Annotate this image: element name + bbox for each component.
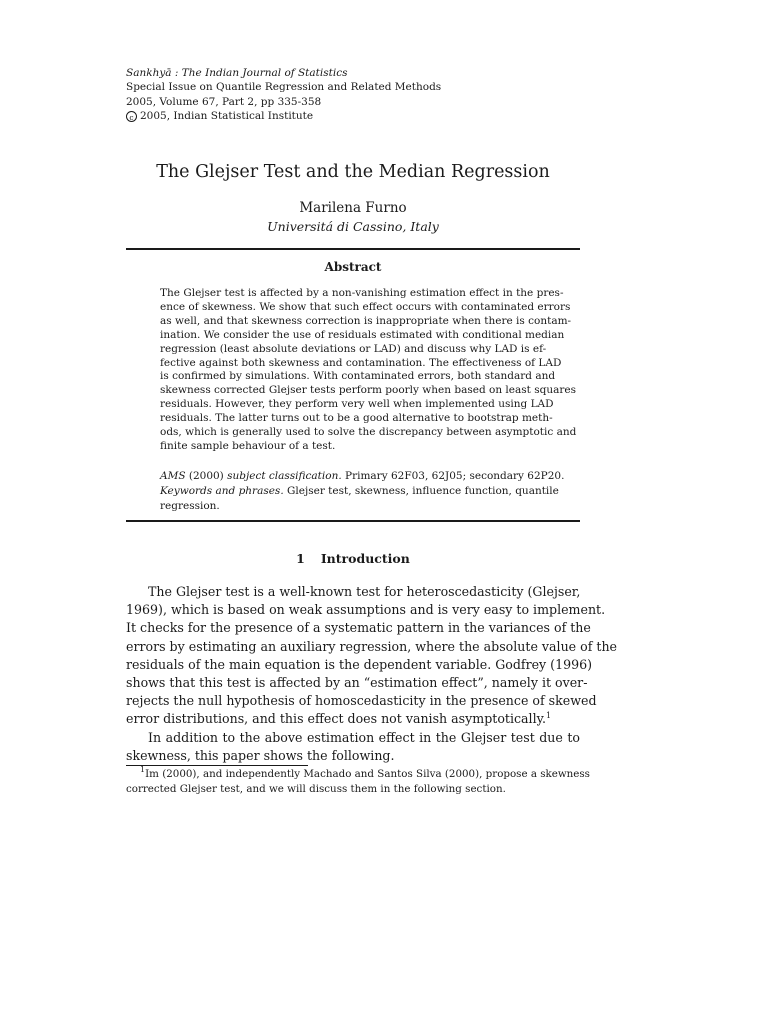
- body-line: In addition to the above estimation effect in the Glejser test due to: [148, 729, 580, 745]
- abstract-heading: Abstract: [324, 260, 382, 274]
- section-heading: [126, 551, 580, 566]
- ams-classification: [160, 469, 565, 484]
- abstract-line: is confirmed by simulations. With contaminated errors, both standard and: [160, 370, 556, 383]
- body-line: The Glejser test is a well-known test for heteroscedasticity (Glejser,: [148, 584, 581, 599]
- section-title: Introduction: [320, 551, 410, 566]
- abstract-line: residuals. The latter turns out to be a good alternative to bootstrap meth-: [160, 412, 553, 425]
- footnote-marker: 1: [140, 765, 146, 774]
- footnote-reference[interactable]: 1: [546, 711, 552, 721]
- abstract-bottom-rule: [126, 520, 580, 522]
- abstract-line: The Glejser test is affected by a non-vanishing estimation effect in the pres-: [160, 287, 564, 299]
- section-number: 1: [296, 551, 305, 566]
- classification-block: [160, 469, 565, 514]
- body-text: [126, 583, 618, 765]
- copyright-symbol: c: [126, 111, 137, 122]
- body-line: shows that this test is affected by an “estimation effect”, namely it over-: [126, 675, 588, 691]
- abstract-line: regression (least absolute deviations or LAD) and discuss why LAD is ef-: [160, 342, 547, 355]
- keywords-line-continued: regression.: [160, 500, 220, 512]
- keywords-line: [160, 484, 559, 499]
- journal-header: [126, 66, 441, 123]
- abstract-line: ods, which is generally used to solve the discrepancy between asymptotic and: [160, 426, 577, 439]
- volume-info: 2005, Volume 67, Part 2, pp 335-358: [126, 95, 322, 108]
- footnote-text: Im (2000), and independently Machado and Santos Silva (2000), propose a skewness: [145, 768, 590, 780]
- footnote-rule: [126, 765, 308, 766]
- ams-subject-label: subject classification.: [227, 470, 342, 482]
- copyright-line: [126, 109, 441, 123]
- abstract-line: skewness corrected Glejser tests perform poorly when based on least squares: [160, 384, 576, 397]
- body-line: It checks for the presence of a systematic pattern in the variances of the: [126, 620, 591, 636]
- body-line: rejects the null hypothesis of homoscedasticity in the presence of skewed: [126, 693, 597, 709]
- abstract-line: as well, and that skewness correction is inappropriate when there is contam-: [160, 314, 572, 327]
- abstract-line: fective against both skewness and contamination. The effectiveness of LAD: [160, 356, 562, 369]
- abstract-line: finite sample behaviour of a test.: [160, 439, 336, 452]
- ams-year: (2000): [185, 470, 228, 482]
- author-affiliation: Universitá di Cassino, Italy: [267, 219, 439, 234]
- ams-codes: Primary 62F03, 62J05; secondary 62P20.: [341, 470, 565, 482]
- keywords-label: Keywords and phrases.: [160, 485, 284, 497]
- abstract-line: residuals. However, they perform very well when implemented using LAD: [160, 398, 554, 411]
- body-line: errors by estimating an auxiliary regression, where the absolute value of the: [126, 638, 618, 654]
- abstract-top-rule: [126, 248, 580, 250]
- ams-label: AMS: [160, 470, 186, 482]
- copyright-text: 2005, Indian Statistical Institute: [140, 109, 314, 122]
- keywords-text: Glejser test, skewness, influence function, quantile: [283, 485, 559, 497]
- special-issue: Special Issue on Quantile Regression and Related Methods: [126, 81, 442, 94]
- footnote-line: [126, 765, 590, 782]
- footnote-line: corrected Glejser test, and we will discuss them in the following section.: [126, 782, 506, 795]
- abstract-text: [160, 287, 577, 454]
- author-name: Marilena Furno: [299, 200, 407, 216]
- body-line: 1969), which is based on weak assumptions and is very easy to implement.: [126, 602, 606, 618]
- body-line-text: error distributions, and this effect does not vanish asymptotically.: [126, 711, 547, 727]
- footnote: [126, 765, 590, 796]
- body-line: residuals of the main equation is the dependent variable. Godfrey (1996): [126, 656, 593, 672]
- paper-title: The Glejser Test and the Median Regression: [156, 162, 550, 182]
- body-line: skewness, this paper shows the following.: [126, 747, 395, 763]
- abstract-line: ence of skewness. We show that such effect occurs with contaminated errors: [160, 300, 571, 313]
- journal-name: Sankhyā : The Indian Journal of Statistics: [126, 67, 348, 79]
- abstract-line: ination. We consider the use of residuals estimated with conditional median: [160, 328, 565, 341]
- body-line: [126, 710, 580, 728]
